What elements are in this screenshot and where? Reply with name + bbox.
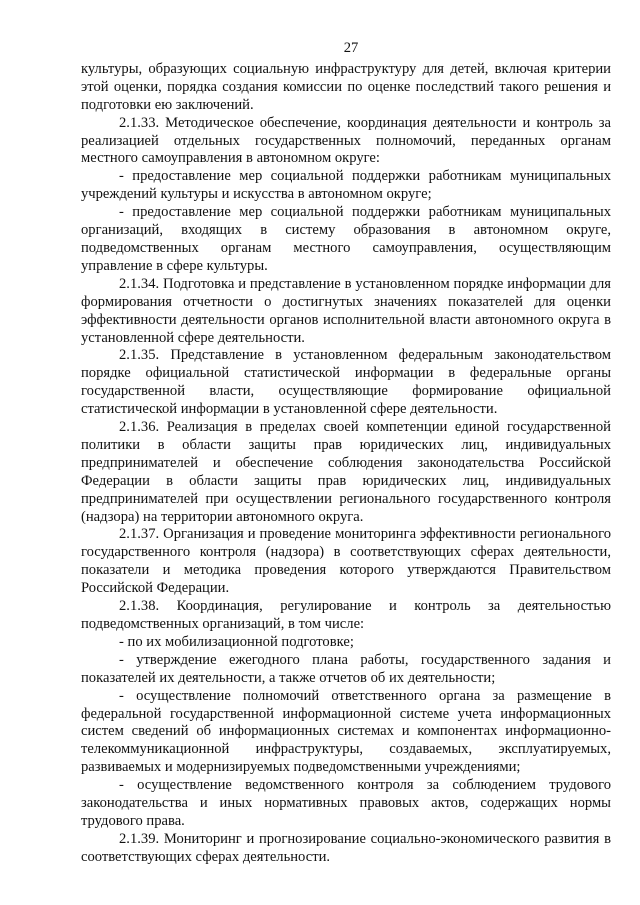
clause-2-1-39: 2.1.39. Мониторинг и прогнозирование социально-экономического развития в соответствующих сферах деятельности. <box>81 830 611 865</box>
document-page <box>81 40 611 867</box>
clause-2-1-33: 2.1.33. Методическое обеспечение, координация деятельности и контроль за реализацией отдельных государственных полномочий, переданных органам местного самоуправления в автономном округе: <box>81 114 611 167</box>
clause-2-1-36: 2.1.36. Реализация в пределах своей компетенции единой государственной политики в области защиты прав юридических лиц, индивидуальных предпринимателей и обеспечение соблюдения законодательства Российской Федерации в области защиты прав юридических лиц, индивидуальных предпринимателей при осуществлении регионального государственного контроля (надзора) на территории автономного округа. <box>81 419 611 525</box>
clause-2-1-33-item-2: - предоставление мер социальной поддержки работникам муниципальных организаций, входящих в систему образования в автономном округе, подведомственных органам местного самоуправления, осуществляющим управление в сфере культуры. <box>81 204 611 274</box>
clause-2-1-38-item-2: - утверждение ежегодного плана работы, государственного задания и показателей их деятельности, а также отчетов об их деятельности; <box>81 651 611 686</box>
clause-2-1-34: 2.1.34. Подготовка и представление в установленном порядке информации для формирования отчетности о достигнутых значениях показателей для оценки эффективности деятельности органов исполнительной власти автономного округа в установленной сфере деятельности. <box>81 275 611 346</box>
clause-2-1-33-item-1: - предоставление мер социальной поддержки работникам муниципальных учреждений культуры и искусства в автономном округе; <box>81 168 611 203</box>
clause-2-1-38-item-4: - осуществление ведомственного контроля за соблюдением трудового законодательства и иных нормативных правовых актов, содержащих нормы трудового права. <box>81 777 611 829</box>
clause-2-1-37: 2.1.37. Организация и проведение мониторинга эффективности регионального государственного контроля (надзора) в соответствующих сферах деятельности, показатели и методика проведения которого утверждаются Правительством Российской Федерации. <box>81 526 611 597</box>
paragraph-continuation: культуры, образующих социальную инфраструктуру для детей, включая критерии этой оценки, порядка создания комиссии по оценке последствий такого решения и подготовки ею заключений. <box>81 60 611 113</box>
clause-2-1-38-item-3: - осуществление полномочий ответственного органа за размещение в федеральной государственной информационной системе учета информационных систем сведений об информационных системах и компонентах информационно-телекоммуникационной инфраструктуры, создаваемых, эксплуатируемых, развиваемых и модернизируемых подведомственными учреждениями; <box>81 687 611 776</box>
clause-2-1-38: 2.1.38. Координация, регулирование и контроль за деятельностью подведомственных организаций, в том числе: <box>81 598 611 632</box>
page-number: 27 <box>343 40 359 56</box>
clause-2-1-38-item-1: - по их мобилизационной подготовке; <box>119 633 354 650</box>
clause-2-1-35: 2.1.35. Представление в установленном федеральным законодательством порядке официальной статистической информации в федеральные органы государственной власти, осуществляющие формирование официальной статистической информации в установленной сфере деятельности. <box>81 347 611 418</box>
